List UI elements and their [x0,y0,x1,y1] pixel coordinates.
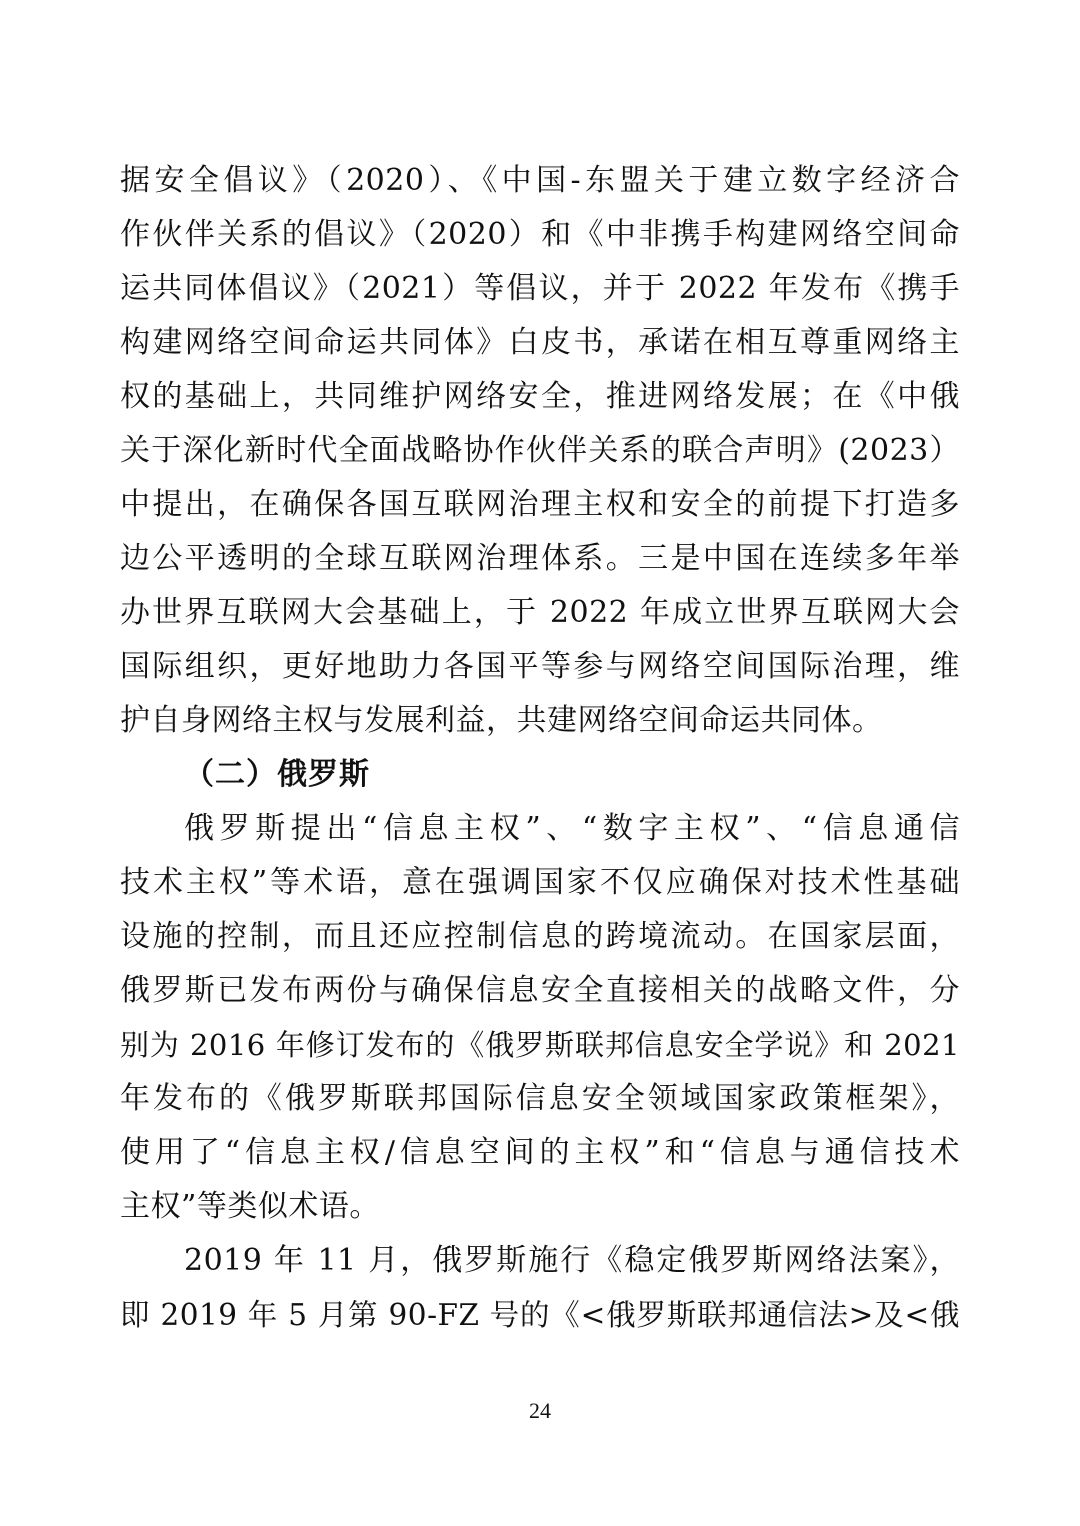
body-text-line: 据安全倡议》（2020）、《中国-东盟关于建立数字经济合 [120,163,960,198]
body-text-line: 俄罗斯提出“信息主权”、“数字主权”、“信息通信 [184,811,960,846]
body-text-line: 构建网络空间命运共同体》白皮书，承诺在相互尊重网络主 [120,325,960,360]
body-text-line: 使用了“信息主权/信息空间的主权”和“信息与通信技术 [120,1135,960,1170]
body-text-line: 中提出，在确保各国互联网治理主权和安全的前提下打造多 [120,487,960,522]
body-text-line: 2019 年 11 月，俄罗斯施行《稳定俄罗斯网络法案》， [184,1243,960,1278]
body-text-line: 即 2019 年 5 月第 90-FZ 号的《<俄罗斯联邦通信法>及<俄 [120,1298,960,1332]
body-text-line: 年发布的《俄罗斯联邦国际信息安全领域国家政策框架》， [120,1081,960,1116]
section-heading: （二）俄罗斯 [184,757,370,792]
body-text-line: 作伙伴关系的倡议》（2020）和《中非携手构建网络空间命 [120,217,960,252]
body-text-line: 办世界互联网大会基础上，于 2022 年成立世界互联网大会 [120,595,960,630]
body-text-line: 俄罗斯已发布两份与确保信息安全直接相关的战略文件，分 [120,973,960,1008]
body-text-line: 护自身网络主权与发展利益，共建网络空间命运共同体。 [120,703,883,738]
body-text-line: 技术主权”等术语，意在强调国家不仅应确保对技术性基础 [120,865,960,900]
body-text-line: 关于深化新时代全面战略协作伙伴关系的联合声明》(2023） [120,433,960,468]
page-number: 24 [529,1398,551,1423]
body-text-line: 国际组织，更好地助力各国平等参与网络空间国际治理，维 [120,649,960,684]
body-text-line: 主权”等类似术语。 [120,1189,380,1224]
body-text-line: 设施的控制，而且还应控制信息的跨境流动。在国家层面， [120,919,960,954]
body-text-line: 权的基础上，共同维护网络安全，推进网络发展；在《中俄 [120,379,960,414]
body-text-line: 别为 2016 年修订发布的《俄罗斯联邦信息安全学说》和 2021 [120,1028,960,1062]
body-text-line: 边公平透明的全球互联网治理体系。三是中国在连续多年举 [120,541,960,576]
body-text-line: 运共同体倡议》（2021）等倡议，并于 2022 年发布《携手 [120,271,960,306]
